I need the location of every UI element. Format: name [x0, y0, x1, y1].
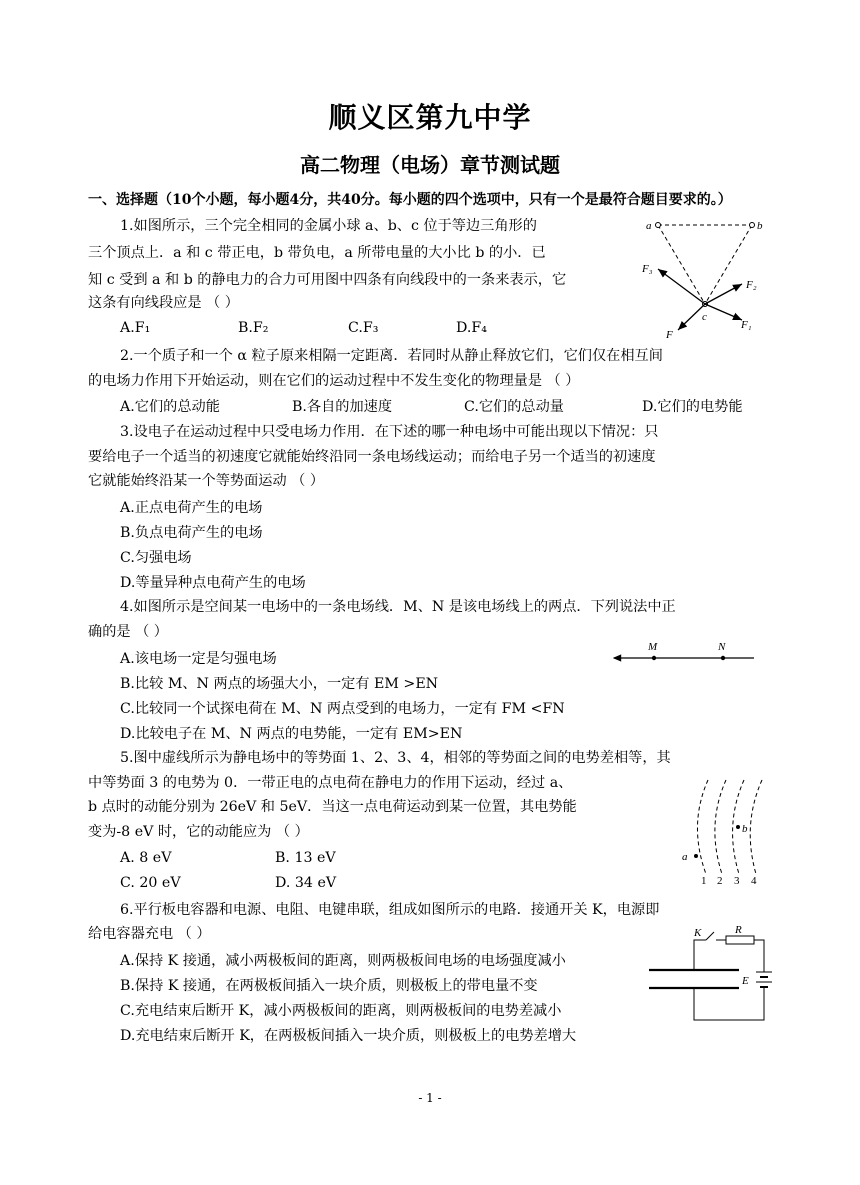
q6-label-k: K [694, 927, 702, 939]
q4-option-d: D.比较电子在 M、N 两点的电势能，一定有 EM>EN [120, 726, 463, 742]
q2-line2: 的电场力作用下开始运动，则在它们的运动过程中不发生变化的物理量是 （ ） [88, 373, 580, 389]
q6-option-b: B.保持 K 接通，在两极板间插入一块介质，则极板上的带电量不变 [120, 978, 538, 994]
q6-label-r: R [735, 924, 742, 936]
q5-label-1: 1 [701, 875, 707, 887]
exam-subtitle: 高二物理（电场）章节测试题 [300, 153, 560, 177]
q2-option-a: A.它们的总动能 [120, 399, 220, 415]
q5-option-a: A. 8 eV [120, 850, 172, 866]
page-number: - 1 - [418, 1091, 442, 1105]
q6-option-d: D.充电结束后断开 K，在两极板间插入一块介质，则极板上的电势差增大 [120, 1028, 577, 1044]
q5-label-b: b [742, 823, 748, 835]
q5-option-c: C. 20 eV [120, 875, 181, 891]
q4-option-a: A.该电场一定是匀强电场 [120, 651, 277, 667]
q2-line1: 2.一个质子和一个 α 粒子原来相隔一定距离．若同时从静止释放它们，它们仅在相互间 [120, 348, 663, 364]
q3-line3: 它就能始终沿某一个等势面运动 （ ） [88, 473, 325, 489]
q5-label-3: 3 [734, 875, 740, 887]
q3-line1: 3.设电子在运动过程中只受电场力作用．在下述的哪一种电场中可能出现以下情况：只 [120, 424, 659, 440]
q5-option-d: D. 34 eV [275, 875, 337, 891]
q4-line2: 确的是 （ ） [88, 624, 168, 640]
q1-triangle-figure [640, 212, 780, 342]
q5-line4: 变为-8 eV 时，它的动能应为 （ ） [88, 824, 309, 840]
q4-option-c: C.比较同一个试探电荷在 M、N 两点受到的电场力，一定有 FM <FN [120, 701, 565, 717]
q5-label-a: a [682, 851, 688, 863]
q1-label-f: F [666, 329, 673, 341]
q5-line3: b 点时的动能分别为 26eV 和 5eV．当这一点电荷运动到某一位置，其电势能 [88, 799, 577, 815]
q3-option-a: A.正点电荷产生的电场 [120, 500, 263, 516]
q3-line2: 要给电子一个适当的初速度它就能始终沿同一条电场线运动；而给电子另一个适当的初速度 [88, 449, 656, 465]
q1-label-f3: F₃ [642, 263, 653, 275]
q4-field-line-figure [608, 638, 758, 668]
q5-option-b: B. 13 eV [275, 850, 336, 866]
q1-label-f2: F₂ [746, 279, 757, 291]
q3-option-b: B.负点电荷产生的电场 [120, 525, 263, 541]
q1-label-a: a [646, 220, 652, 232]
q1-label-b: b [757, 220, 763, 232]
q4-label-n: N [718, 641, 726, 653]
q5-label-4: 4 [751, 875, 757, 887]
q1-label-f1: F₁ [741, 319, 752, 331]
q1-line2: 三个顶点上．a 和 c 带正电，b 带负电，a 所带电量的大小比 b 的小．已 [88, 245, 546, 261]
q5-line1: 5.图中虚线所示为静电场中的等势面 1、2、3、4，相邻的等势面之间的电势差相等，其 [120, 750, 671, 766]
q1-line1: 1.如图所示，三个完全相同的金属小球 a、b、c 位于等边三角形的 [120, 218, 537, 234]
section-heading: 一、选择题（10个小题，每小题4分，共40分。每小题的四个选项中，只有一个是最符合题目要求的。） [88, 192, 732, 208]
q2-option-c: C.它们的总动量 [464, 399, 564, 415]
q4-option-b: B.比较 M、N 两点的场强大小，一定有 EM >EN [120, 676, 439, 692]
q5-line2: 中等势面 3 的电势为 0．一带正电的点电荷在静电力的作用下运动，经过 a、 [88, 775, 573, 791]
q3-option-d: D.等量异种点电荷产生的电场 [120, 575, 306, 591]
q2-option-b: B.各自的加速度 [292, 399, 393, 415]
school-title: 顺义区第九中学 [328, 101, 532, 134]
q5-equipotential-figure [676, 770, 776, 888]
q6-circuit-figure [644, 920, 774, 1026]
q1-option-a: A.F₁ [120, 320, 151, 336]
q4-line1: 4.如图所示是空间某一电场中的一条电场线．M、N 是该电场线上的两点．下列说法中正 [120, 599, 676, 615]
q3-option-c: C.匀强电场 [120, 550, 192, 566]
q1-option-c: C.F₃ [348, 320, 379, 336]
q5-label-2: 2 [717, 875, 723, 887]
q1-option-b: B.F₂ [238, 320, 269, 336]
q6-line1: 6.平行板电容器和电源、电阻、电键串联，组成如图所示的电路．接通开关 K，电源即 [120, 902, 660, 918]
q4-label-m: M [648, 641, 658, 653]
q1-line3: 知 c 受到 a 和 b 的静电力的合力可用图中四条有向线段中的一条来表示，它 [88, 272, 567, 288]
q1-line4: 这条有向线段应是 （ ） [88, 295, 239, 311]
q1-label-c: c [702, 311, 707, 323]
q6-option-a: A.保持 K 接通，减小两极板间的距离，则两极板间电场的电场强度减小 [120, 953, 566, 969]
q6-line2: 给电容器充电 （ ） [88, 926, 211, 942]
q6-option-c: C.充电结束后断开 K，减小两极板间的距离，则两极板间的电势差减小 [120, 1003, 562, 1019]
q6-label-e: E [742, 975, 749, 987]
q2-option-d: D.它们的电势能 [642, 399, 743, 415]
q1-option-d: D.F₄ [456, 320, 487, 336]
